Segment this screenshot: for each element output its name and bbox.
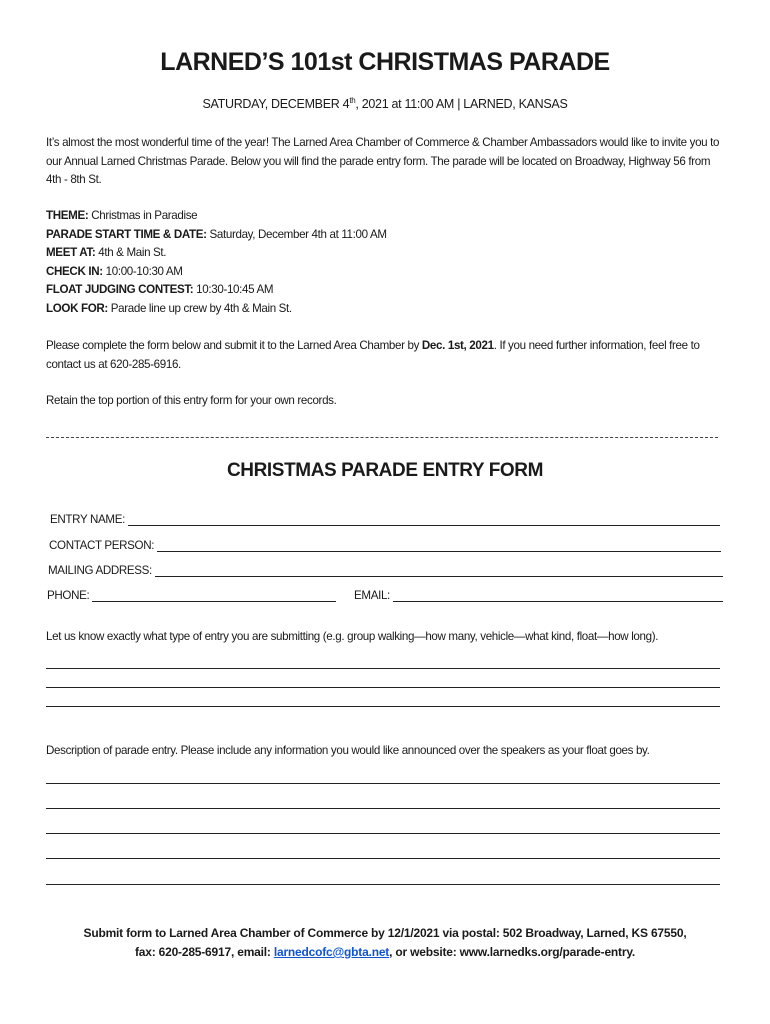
detail-label: MEET AT: bbox=[46, 246, 96, 259]
footer-website: , or website: www.larnedks.org/parade-entry. bbox=[389, 945, 636, 959]
detail-meet-at bbox=[46, 244, 726, 263]
email-link[interactable]: larnedcofc@gbta.net bbox=[273, 945, 390, 959]
detail-theme bbox=[46, 207, 726, 226]
description-prompt: Description of parade entry. Please include any information you would like announced over the speakers as your float goes by. bbox=[46, 744, 650, 757]
footer-line-2 bbox=[0, 943, 770, 962]
email-input-line[interactable] bbox=[393, 588, 723, 602]
entry-type-prompt: Let us know exactly what type of entry you are submitting (e.g. group walking—how many, vehicle—what kind, float—how long). bbox=[46, 630, 659, 643]
detail-float-judging bbox=[46, 281, 726, 300]
detail-label: CHECK IN: bbox=[46, 264, 103, 278]
intro-paragraph: It’s almost the most wonderful time of the year! The Larned Area Chamber of Commerce & Chamber Ambassadors would like to invite you to our Annual Larned Christmas Parade. Below you will find the parade entry form. The parade will be located on Broadway, Highway 56 from 4th - 8th St. bbox=[46, 136, 720, 186]
complete-instructions bbox=[46, 337, 726, 374]
detail-start-time bbox=[46, 226, 726, 245]
complete-text: Please complete the form below and submit it to the Larned Area Chamber by bbox=[46, 339, 422, 352]
deadline: Dec. 1st, 2021 bbox=[421, 339, 494, 352]
submission-footer bbox=[0, 924, 770, 962]
description-line[interactable] bbox=[46, 884, 720, 885]
phone-input-line[interactable] bbox=[92, 588, 336, 602]
entry-type-line[interactable] bbox=[46, 687, 720, 688]
detail-value: Christmas in Paradise bbox=[88, 209, 198, 222]
subtitle-suffix: th bbox=[349, 96, 356, 105]
cut-line-divider bbox=[46, 437, 718, 438]
mailing-address-input-line[interactable] bbox=[155, 563, 723, 577]
entry-name-field[interactable] bbox=[50, 508, 720, 526]
detail-value: 10:00-10:30 AM bbox=[102, 264, 183, 278]
mailing-address-field[interactable] bbox=[48, 559, 723, 577]
detail-value: Saturday, December 4th at 11:00 AM bbox=[206, 227, 387, 241]
detail-check-in bbox=[46, 263, 726, 282]
description-line[interactable] bbox=[46, 858, 720, 859]
event-subtitle bbox=[0, 96, 770, 111]
subtitle-date: SATURDAY, DECEMBER 4 bbox=[202, 97, 350, 112]
description-line[interactable] bbox=[46, 833, 720, 834]
detail-value: 10:30-10:45 AM bbox=[193, 283, 274, 296]
entry-name-label: ENTRY NAME: bbox=[50, 513, 125, 526]
email-field[interactable] bbox=[354, 584, 723, 602]
detail-label: PARADE START TIME & DATE: bbox=[46, 227, 207, 241]
event-details bbox=[46, 207, 726, 318]
subtitle-location: , 2021 at 11:00 AM | LARNED, KANSAS bbox=[355, 97, 568, 112]
footer-fax: fax: 620-285-6917, email: bbox=[134, 945, 274, 959]
phone-label: PHONE: bbox=[47, 589, 90, 602]
detail-label: THEME: bbox=[46, 209, 89, 222]
retain-note: Retain the top portion of this entry form for your own records. bbox=[46, 394, 337, 407]
detail-label: LOOK FOR: bbox=[46, 301, 108, 315]
mailing-address-label: MAILING ADDRESS: bbox=[48, 564, 152, 577]
contact-person-field[interactable] bbox=[49, 534, 721, 552]
entry-type-line[interactable] bbox=[46, 668, 720, 669]
email-label: EMAIL: bbox=[354, 589, 390, 602]
description-line[interactable] bbox=[46, 808, 720, 809]
phone-field[interactable] bbox=[47, 584, 336, 602]
entry-name-input-line[interactable] bbox=[128, 512, 720, 526]
description-line[interactable] bbox=[46, 783, 720, 784]
form-title: CHRISTMAS PARADE ENTRY FORM bbox=[226, 460, 544, 481]
detail-label: FLOAT JUDGING CONTEST: bbox=[46, 283, 194, 296]
complete-contact: . If you need further information, feel free to contact us at 620-285-6916. bbox=[46, 339, 700, 371]
detail-value: Parade line up crew by 4th & Main St. bbox=[107, 301, 292, 315]
footer-line-1: Submit form to Larned Area Chamber of Commerce by 12/1/2021 via postal: 502 Broadway, Larned, KS 67550, bbox=[83, 926, 687, 940]
contact-person-label: CONTACT PERSON: bbox=[49, 539, 155, 552]
entry-type-line[interactable] bbox=[46, 706, 720, 707]
detail-look-for bbox=[46, 300, 726, 319]
contact-person-input-line[interactable] bbox=[157, 538, 721, 552]
detail-value: 4th & Main St. bbox=[95, 246, 167, 259]
page-title: LARNED’S 101st CHRISTMAS PARADE bbox=[160, 48, 610, 76]
